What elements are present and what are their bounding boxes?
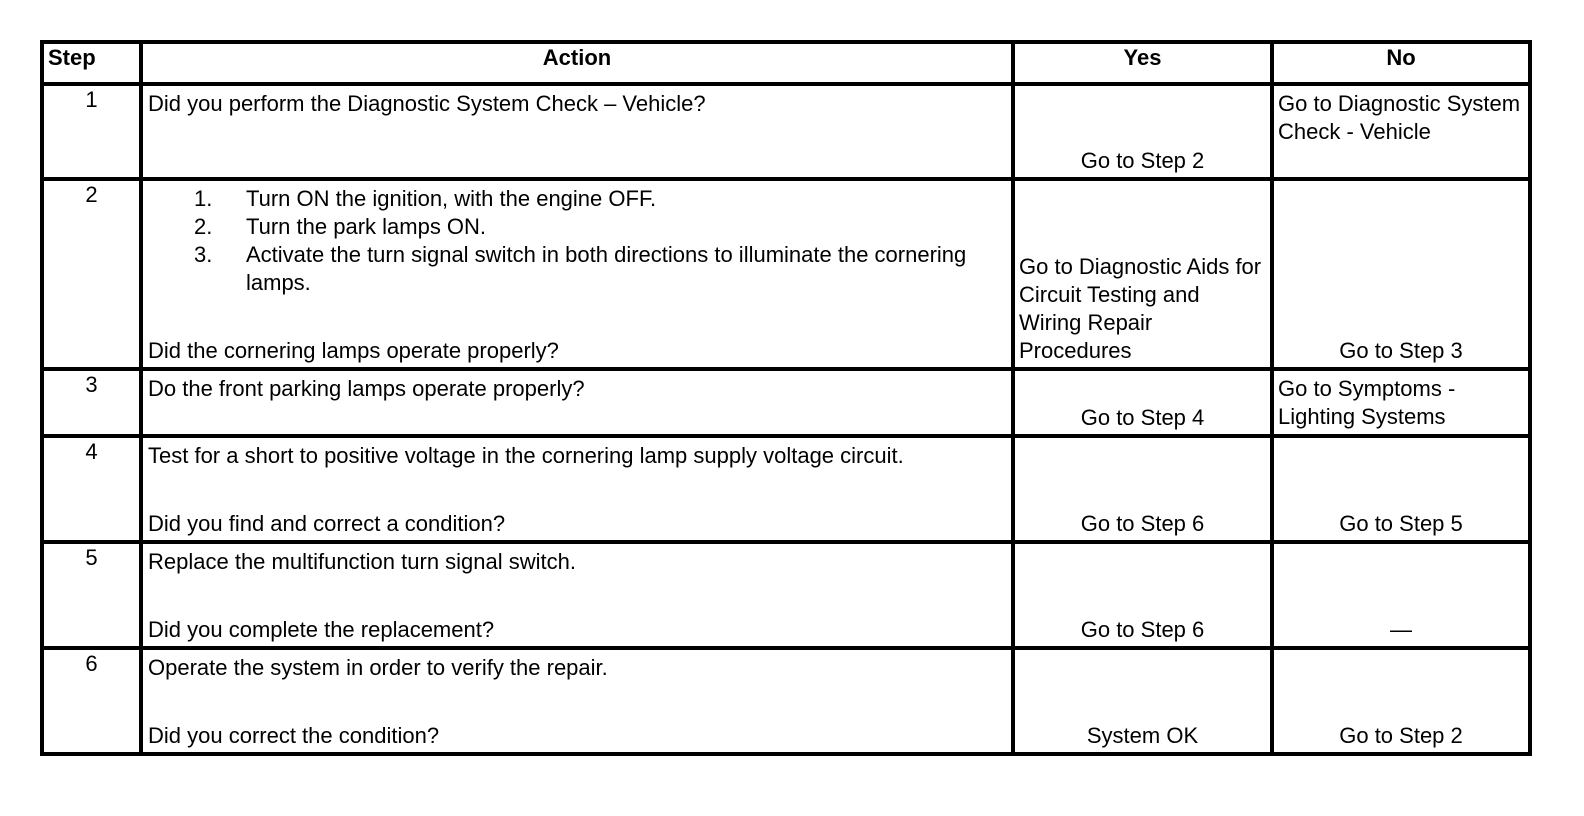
yes-cell [1013,179,1272,369]
no-cell [1272,369,1530,436]
table-row-step-2 [42,179,1530,369]
action-question: Did you perform the Diagnostic System Check – Vehicle? [148,91,706,116]
list-item-number: 3. [194,242,213,267]
header-action: Action [141,42,1013,84]
action-cell [141,84,1013,179]
step-number: 2 [42,179,141,369]
yes-cell [1013,436,1272,542]
action-text: Test for a short to positive voltage in the cornering lamp supply voltage circuit. [148,443,904,468]
list-item-number: 2. [194,214,213,239]
action-text: Replace the multifunction turn signal switch. [148,549,576,574]
diagnostic-table [40,40,1532,756]
list-item [148,241,1007,297]
header-row [42,42,1530,84]
list-item-text: Activate the turn signal switch in both directions to illuminate the cornering lamps. [246,242,967,295]
table-row-step-5 [42,542,1530,648]
no-result: Go to Diagnostic System Check - Vehicle [1278,91,1521,144]
action-question: Do the front parking lamps operate properly? [148,376,585,401]
action-cell [141,542,1013,648]
action-cell [141,436,1013,542]
no-result: Go to Symptoms - Lighting Systems [1278,376,1456,429]
no-result: Go to Step 3 [1339,338,1463,363]
header-step: Step [42,42,141,84]
action-question: Did you find and correct a condition? [148,511,506,536]
no-result: — [1390,617,1412,642]
no-cell [1272,542,1530,648]
step-number: 5 [42,542,141,648]
action-cell [141,648,1013,754]
header-yes: Yes [1013,42,1272,84]
yes-result: Go to Step 4 [1080,405,1205,430]
yes-cell [1013,648,1272,754]
yes-result: Go to Step 6 [1080,511,1205,536]
table-header [42,42,1530,84]
list-item-text: Turn the park lamps ON. [246,214,487,239]
step-number: 4 [42,436,141,542]
list-item [148,213,1007,241]
no-cell [1272,436,1530,542]
step-number: 3 [42,369,141,436]
action-question: Did you complete the replacement? [148,617,495,642]
action-steps-list [148,185,1007,297]
step-number: 1 [42,84,141,179]
table-row-step-3 [42,369,1530,436]
yes-result: Go to Step 6 [1080,617,1205,642]
yes-cell [1013,369,1272,436]
action-cell [141,369,1013,436]
action-text: Operate the system in order to verify the repair. [148,655,608,680]
no-cell [1272,179,1530,369]
yes-result: Go to Diagnostic Aids for Circuit Testing and Wiring Repair Procedures [1019,254,1262,363]
yes-result: System OK [1086,723,1199,748]
no-cell [1272,84,1530,179]
yes-cell [1013,84,1272,179]
table-row-step-4 [42,436,1530,542]
no-result: Go to Step 5 [1339,511,1463,536]
no-cell [1272,648,1530,754]
action-cell [141,179,1013,369]
list-item-number: 1. [194,186,213,211]
list-item [148,185,1007,213]
action-question: Did the cornering lamps operate properly? [148,338,559,363]
yes-cell [1013,542,1272,648]
no-result: Go to Step 2 [1339,723,1463,748]
action-question: Did you correct the condition? [148,723,440,748]
table-row-step-6 [42,648,1530,754]
table-row-step-1 [42,84,1530,179]
header-no: No [1272,42,1530,84]
list-item-text: Turn ON the ignition, with the engine OFF. [246,186,657,211]
yes-result: Go to Step 2 [1080,148,1205,173]
step-number: 6 [42,648,141,754]
